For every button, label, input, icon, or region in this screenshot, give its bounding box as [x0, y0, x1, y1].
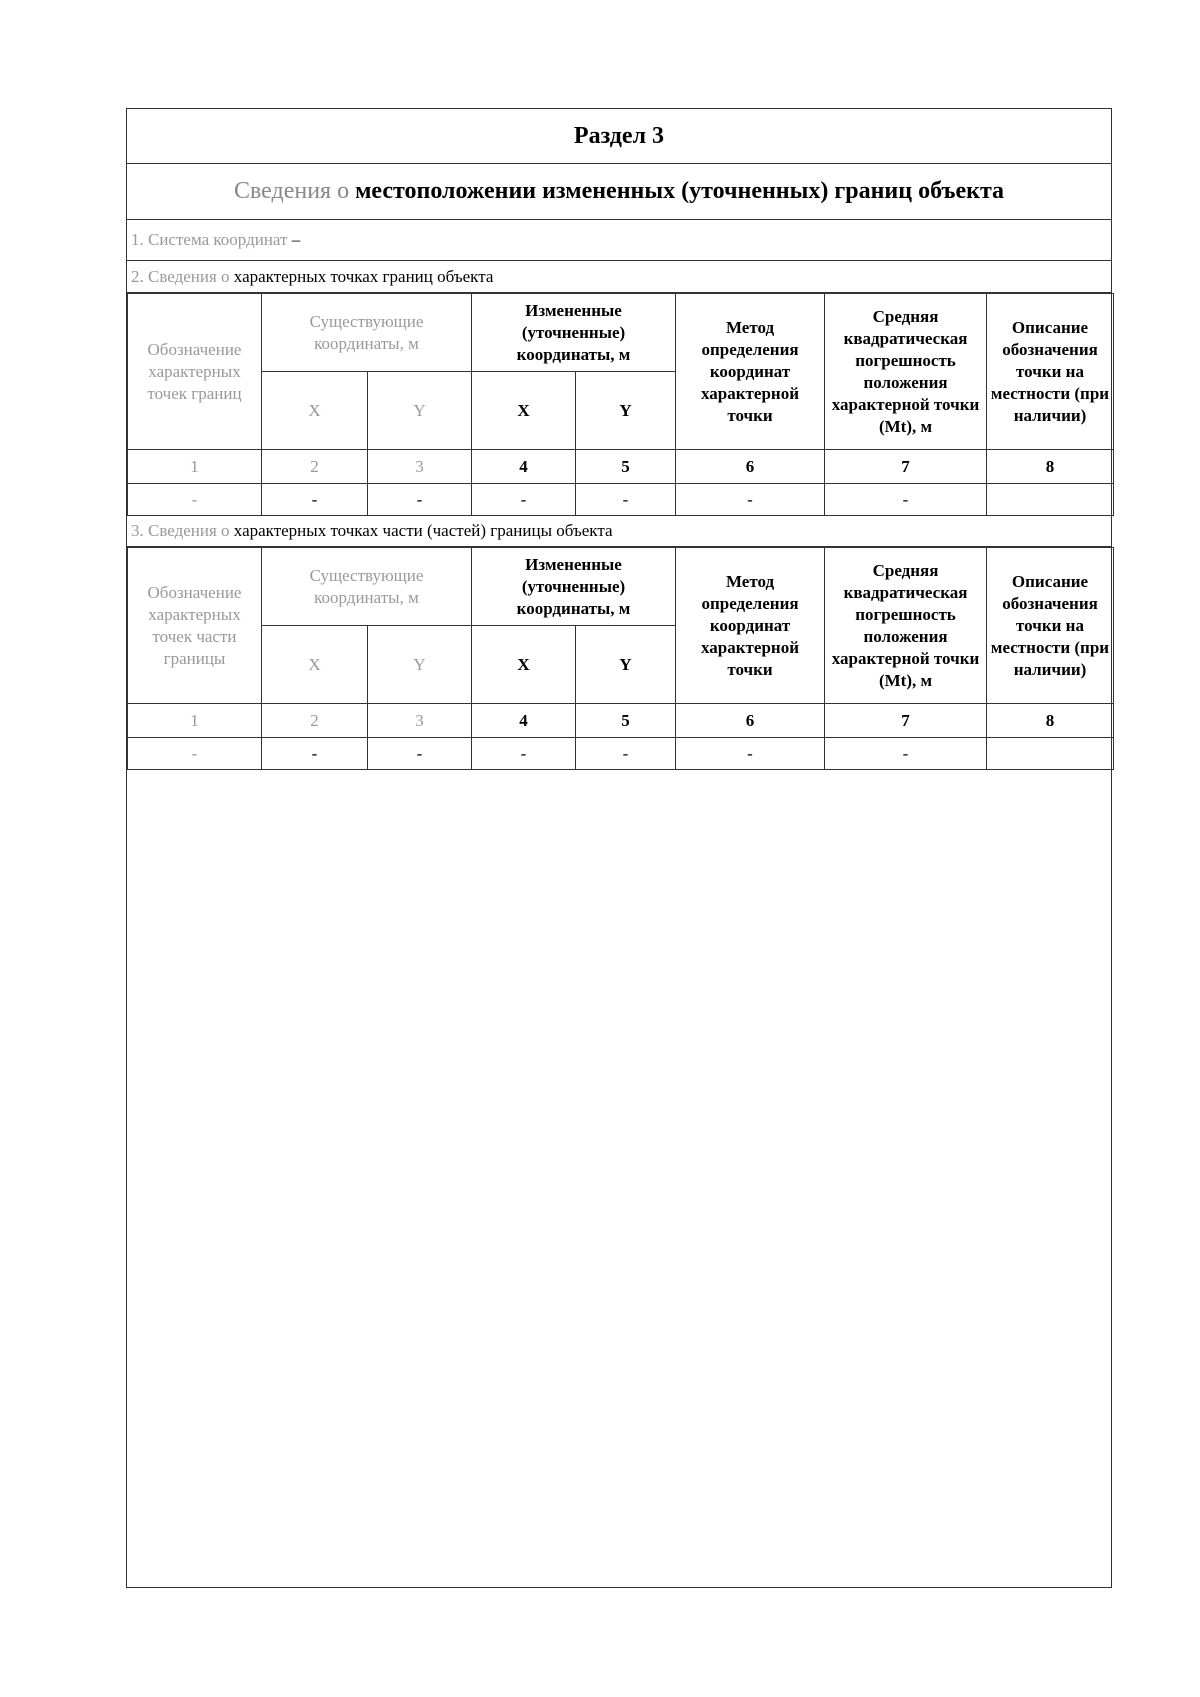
section-title: Раздел 3: [127, 109, 1111, 164]
column-number: 7: [825, 704, 987, 738]
table-cell: -: [368, 484, 472, 516]
column-number: 3: [368, 450, 472, 484]
table-cell: [987, 484, 1114, 516]
header-x-changed: X: [472, 372, 576, 450]
header-description: Описание обозначения точки на местности (при наличии): [987, 294, 1114, 450]
header-point-designation: Обозначение характерных точек части границы: [128, 548, 262, 704]
part-boundary-points-heading: [127, 515, 1111, 547]
header-y-existing: Y: [368, 626, 472, 704]
table-cell: -: [825, 484, 987, 516]
boundary-points-heading-text: характерных точках границ объекта: [233, 267, 494, 286]
header-description: Описание обозначения точки на местности (при наличии): [987, 548, 1114, 704]
column-number: 3: [368, 704, 472, 738]
table-cell: -: [472, 484, 576, 516]
column-number: 5: [576, 704, 676, 738]
header-x-existing: X: [262, 372, 368, 450]
column-number-row: [128, 704, 1114, 738]
header-method: Метод определения координат характерной точки: [676, 548, 825, 704]
header-x-changed: X: [472, 626, 576, 704]
table-cell: -: [262, 738, 368, 770]
table-cell: -: [676, 738, 825, 770]
header-mean-error: Средняя квадратическая погрешность положения характерной точки (Mt), м: [825, 548, 987, 704]
table-row: [128, 738, 1114, 770]
coordinate-system-value: –: [291, 230, 301, 249]
table-cell: -: [128, 484, 262, 516]
part-boundary-points-table: [127, 547, 1114, 770]
column-number-row: [128, 450, 1114, 484]
column-number: 4: [472, 450, 576, 484]
section-subtitle-faint: Сведения о: [233, 178, 350, 204]
table-cell: -: [262, 484, 368, 516]
header-existing-coordinates: Существующие координаты, м: [262, 294, 472, 372]
table-cell: -: [128, 738, 262, 770]
header-y-changed: Y: [576, 372, 676, 450]
table-cell: -: [472, 738, 576, 770]
boundary-points-heading: [127, 261, 1111, 293]
header-changed-coordinates: Измененные (уточненные) координаты, м: [472, 548, 676, 626]
header-mean-error: Средняя квадратическая погрешность положения характерной точки (Mt), м: [825, 294, 987, 450]
column-number: 4: [472, 704, 576, 738]
column-number: 1: [128, 704, 262, 738]
part-boundary-points-heading-faint: 3. Сведения о: [131, 521, 230, 540]
table-cell: -: [825, 738, 987, 770]
header-point-designation: Обозначение характерных точек границ: [128, 294, 262, 450]
part-boundary-points-heading-text: характерных точках части (частей) границы объекта: [233, 521, 613, 540]
table-cell: -: [368, 738, 472, 770]
column-number: 8: [987, 450, 1114, 484]
header-x-existing: X: [262, 626, 368, 704]
header-y-changed: Y: [576, 626, 676, 704]
document-frame: [126, 108, 1112, 1588]
header-method: Метод определения координат характерной точки: [676, 294, 825, 450]
column-number: 5: [576, 450, 676, 484]
boundary-points-heading-faint: 2. Сведения о: [131, 267, 230, 286]
boundary-points-table: [127, 293, 1114, 516]
table-cell: -: [576, 484, 676, 516]
empty-page-area: [127, 767, 1111, 1587]
table-row: [128, 484, 1114, 516]
header-y-existing: Y: [368, 372, 472, 450]
table-cell: -: [676, 484, 825, 516]
coordinate-system-label: 1. Система координат: [131, 230, 288, 249]
column-number: 6: [676, 704, 825, 738]
section-subtitle-main: местоположении измененных (уточненных) границ объекта: [355, 178, 1005, 204]
header-existing-coordinates: Существующие координаты, м: [262, 548, 472, 626]
table-cell: [987, 738, 1114, 770]
coordinate-system-line: [127, 219, 1111, 261]
column-number: 2: [262, 450, 368, 484]
table-cell: -: [576, 738, 676, 770]
column-number: 2: [262, 704, 368, 738]
header-changed-coordinates: Измененные (уточненные) координаты, м: [472, 294, 676, 372]
column-number: 7: [825, 450, 987, 484]
column-number: 8: [987, 704, 1114, 738]
column-number: 6: [676, 450, 825, 484]
column-number: 1: [128, 450, 262, 484]
section-subtitle: [127, 163, 1111, 220]
